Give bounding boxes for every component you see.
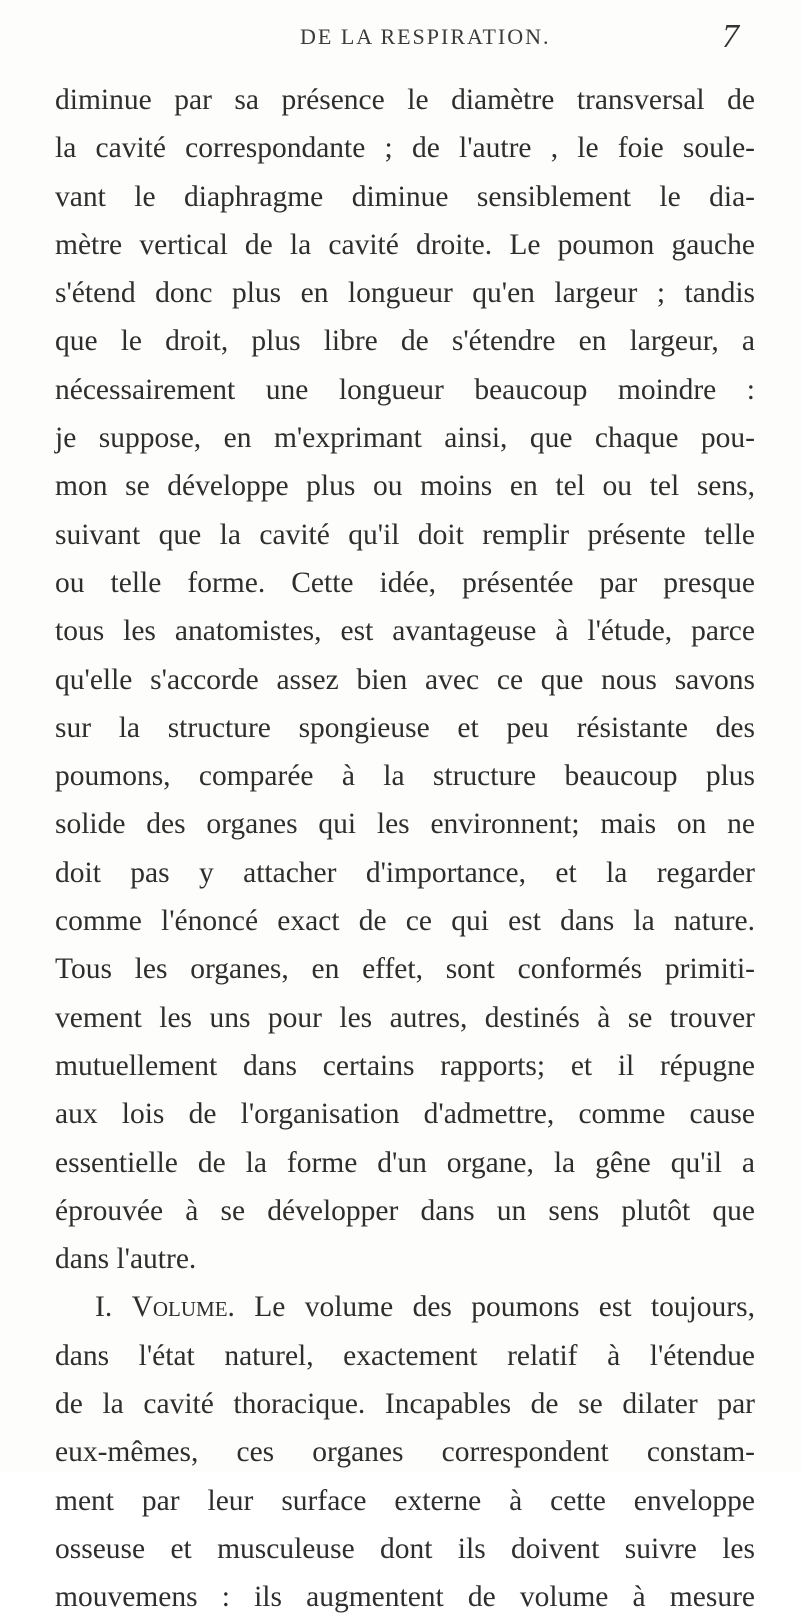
running-title: DE LA RESPIRATION. xyxy=(300,24,551,49)
text-line: vant le diaphragme diminue sensiblement le dia- xyxy=(55,180,755,213)
section-number: I. xyxy=(95,1291,113,1324)
text-line: mètre vertical de la cavité droite. Le poumon gauche xyxy=(55,228,755,261)
text-line: mutuellement dans certains rapports; et il répugne xyxy=(55,1049,755,1082)
page-number: 7 xyxy=(722,18,739,55)
text-line: je suppose, en m'exprimant ainsi, que chaque pou- xyxy=(55,422,755,455)
text-line: tous les anatomistes, est avantageuse à l'étude, parce xyxy=(55,615,755,648)
text-line: la cavité correspondante ; de l'autre , le foie soule- xyxy=(55,132,755,165)
text-line: aux lois de l'organisation d'admettre, comme cause xyxy=(55,1098,755,1131)
text-line: dans l'autre. xyxy=(55,1243,197,1276)
text-line: comme l'énoncé exact de ce qui est dans la nature. xyxy=(55,905,755,938)
text-line: sur la structure spongieuse et peu résistante des xyxy=(55,711,755,744)
text-line: qu'elle s'accorde assez bien avec ce que nous savons xyxy=(55,663,755,696)
text-line: ment par leur surface externe à cette enveloppe xyxy=(55,1484,755,1517)
text-line: éprouvée à se développer dans un sens plutôt que xyxy=(55,1194,755,1227)
text-line: dans l'état naturel, exactement relatif à l'étendue xyxy=(55,1339,755,1372)
text-line: mon se développe plus ou moins en tel ou tel sens, xyxy=(55,470,755,503)
section-first-line xyxy=(55,1283,755,1331)
text-line: s'étend donc plus en longueur qu'en largeur ; tandis xyxy=(55,277,755,310)
text-line: Tous les organes, en effet, sont conformés primiti- xyxy=(55,953,755,986)
text-line: essentielle de la forme d'un organe, la gêne qu'il a xyxy=(55,1146,755,1179)
text-line: de la cavité thoracique. Incapables de se dilater par xyxy=(55,1388,755,1421)
text-line: ou telle forme. Cette idée, présentée par presque xyxy=(55,566,755,599)
text-line: mouvemens : ils augmentent de volume à mesure xyxy=(55,1581,755,1614)
section-heading: Volume. xyxy=(131,1291,235,1324)
text-line: eux-mêmes, ces organes correspondent constam- xyxy=(55,1436,755,1469)
text-line: vement les uns pour les autres, destinés à se trouver xyxy=(55,1001,755,1034)
text-line: diminue par sa présence le diamètre transversal de xyxy=(55,84,755,116)
text-line: osseuse et musculeuse dont ils doivent suivre les xyxy=(55,1532,755,1565)
text-line: suivant que la cavité qu'il doit remplir présente telle xyxy=(55,518,755,551)
running-head xyxy=(0,18,801,58)
text-line: poumons, comparée à la structure beaucoup plus xyxy=(55,760,755,793)
text-line: solide des organes qui les environnent; mais on ne xyxy=(55,808,755,841)
text-line: que le droit, plus libre de s'étendre en largeur, a xyxy=(55,325,755,358)
body-text xyxy=(55,76,755,1622)
section-line: Le volume des poumons est toujours, xyxy=(254,1291,755,1324)
text-line: doit pas y attacher d'importance, et la regarder xyxy=(55,856,755,889)
text-line: nécessairement une longueur beaucoup moindre : xyxy=(55,373,755,406)
